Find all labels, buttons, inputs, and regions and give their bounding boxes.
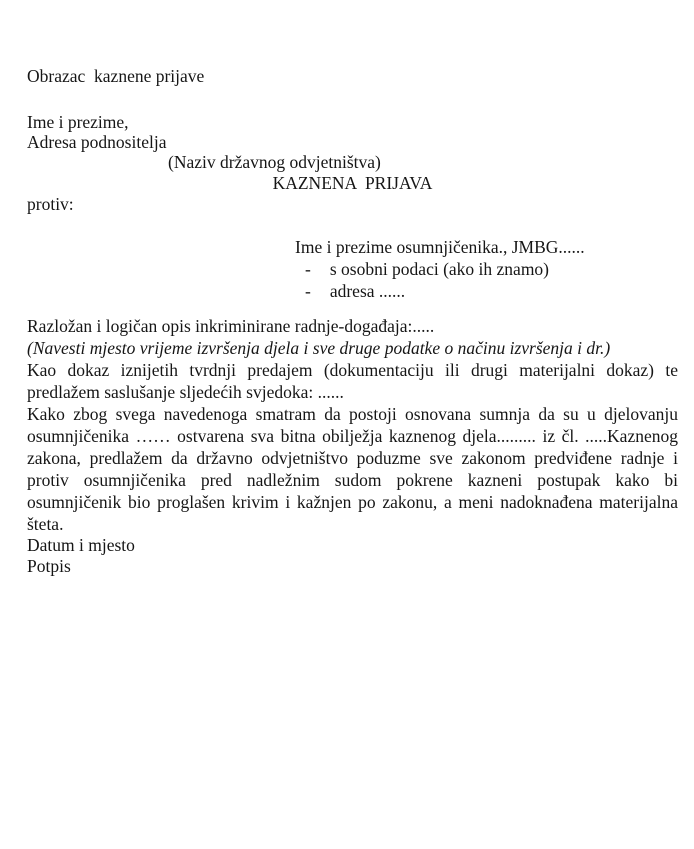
- against-label: protiv:: [27, 194, 74, 214]
- signature-label: Potpis: [27, 556, 71, 576]
- submitter-block: [27, 112, 678, 152]
- evidence-paragraph: Kao dokaz iznijetih tvrdnji predajem (dokumentaciju ili drugi materijalni dokaz) te predlažem saslušanje sljedećih svjedoka: ......: [27, 360, 678, 402]
- dash-bullet: -: [305, 259, 311, 279]
- prosecutor-office-line: (Naziv državnog odvjetništva): [168, 152, 381, 172]
- date-place-label: Datum i mjesto: [27, 535, 135, 555]
- document-title: KAZNENA PRIJAVA: [272, 173, 433, 193]
- description-note: (Navesti mjesto vrijeme izvršenja djela i sve druge podatke o načinu izvršenja i dr.): [27, 337, 611, 358]
- request-paragraph: Kako zbog svega navedenoga smatram da postoji osnovana sumnja da su u djelovanju osumnjičenika …… ostvarena sva bitna obilježja kaznenog djela......... iz čl. .....Kaznenog zakona, predlažem da državno odvjetništvo poduzme sve zakonom predviđene radnje i protiv osumnjičenika pred nadležnim sudom pokrene kazneni postupak kako bi osumnjičenik bio proglašen krivim i kažnjen po zakonu, a meni nadoknađena materijalna šteta.: [27, 404, 678, 534]
- dash-bullet: -: [305, 281, 311, 301]
- submitter-address-line: Adresa podnositelja: [27, 132, 167, 152]
- suspect-personal-data-text: s osobni podaci (ako ih znamo): [329, 259, 550, 279]
- suspect-detail-item: [295, 280, 678, 302]
- description-block: [27, 316, 678, 359]
- suspect-address-text: adresa ......: [329, 281, 406, 301]
- suspect-identity-line: Ime i prezime osumnjičenika., JMBG......: [295, 237, 585, 257]
- submitter-name-line: Ime i prezime,: [27, 112, 129, 132]
- description-line: Razložan i logičan opis inkriminirane radnje-događaja:.....: [27, 316, 435, 336]
- suspect-block: [295, 236, 678, 302]
- suspect-detail-item: [295, 258, 678, 280]
- form-title: Obrazac kaznene prijave: [27, 66, 205, 86]
